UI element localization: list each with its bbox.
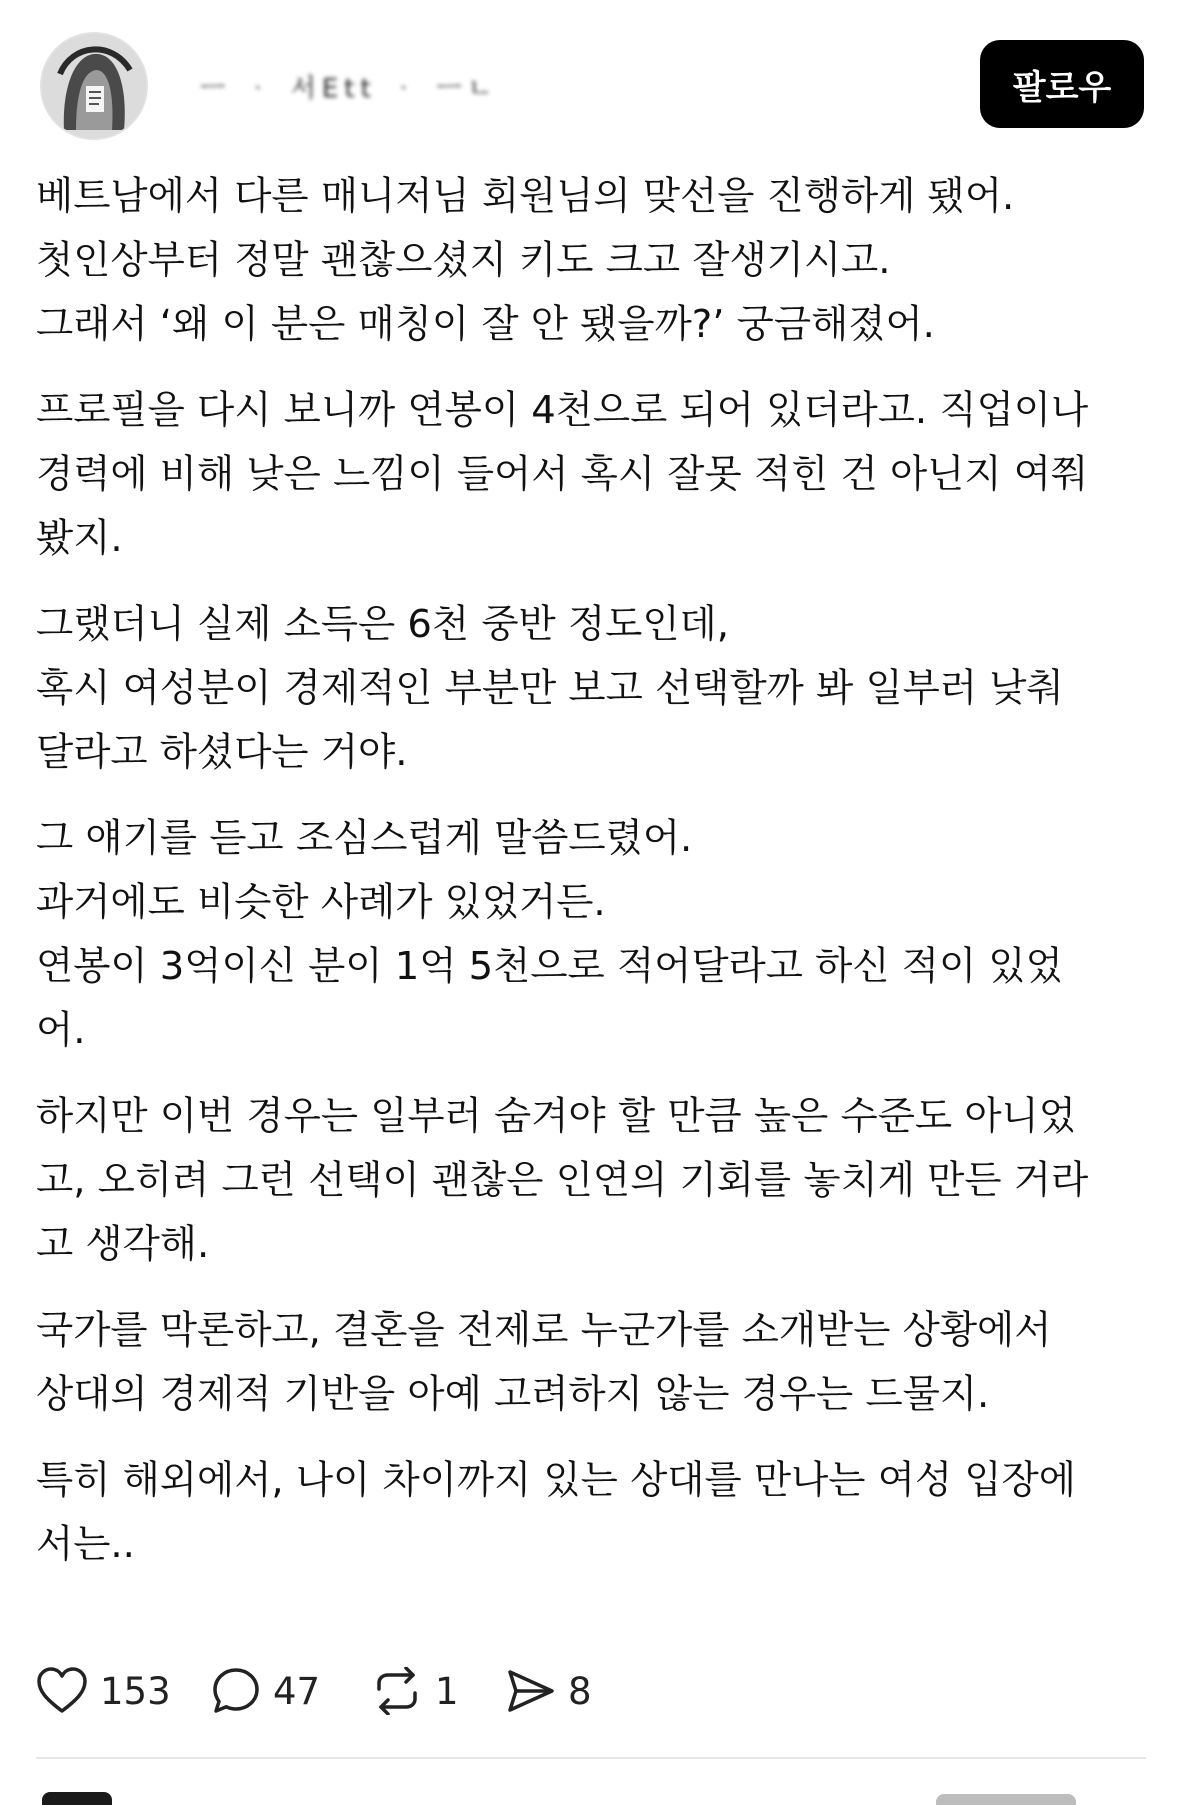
repost-button[interactable] <box>371 1655 459 1727</box>
action-bar <box>36 1655 1146 1727</box>
text-line: 과거에도 비슷한 사례가 있었거든. <box>36 880 606 925</box>
paragraph <box>36 807 1146 1063</box>
repost-icon <box>371 1667 423 1715</box>
comment-count: 47 <box>273 1669 321 1713</box>
like-button[interactable] <box>36 1655 171 1727</box>
text-line: 경력에 비해 낮은 느낌이 들어서 혹시 잘못 적힌 건 아닌지 여쭤 <box>36 452 1089 497</box>
text-line: 어. <box>36 1008 86 1053</box>
next-post-preview[interactable] <box>36 1784 1146 1805</box>
text-line: 그 얘기를 듣고 조심스럽게 말씀드렸어. <box>36 816 693 861</box>
follow-button[interactable]: 팔로우 <box>980 40 1144 128</box>
repost-count: 1 <box>435 1669 459 1713</box>
text-line: 그랬더니 실제 소득은 6천 중반 정도인데, <box>36 602 729 647</box>
next-post-meta-cutoff <box>936 1794 1076 1805</box>
divider <box>36 1757 1146 1759</box>
text-line: 상대의 경제적 기반을 아예 고려하지 않는 경우는 드물지. <box>36 1372 990 1417</box>
paragraph <box>36 1449 1146 1577</box>
post-header <box>0 0 1179 140</box>
username[interactable]: ㅡ ᆞ 서Ett ᆞ ㅡㄴ <box>200 74 499 104</box>
next-post-username-cutoff <box>42 1792 112 1805</box>
share-button[interactable] <box>506 1655 592 1727</box>
text-line: 프로필을 다시 보니까 연봉이 4천으로 되어 있더라고. 직업이나 <box>36 388 1089 433</box>
text-line: 첫인상부터 정말 괜찮으셨지 키도 크고 잘생기시고. <box>36 238 891 283</box>
text-line: 특히 해외에서, 나이 차이까지 있는 상대를 만나는 여성 입장에 <box>36 1458 1076 1503</box>
text-line: 그래서 ‘왜 이 분은 매칭이 잘 안 됐을까?’ 궁금해졌어. <box>36 302 935 347</box>
share-count: 8 <box>568 1669 592 1713</box>
avatar[interactable] <box>40 32 148 140</box>
text-line: 달라고 하셨다는 거야. <box>36 730 408 775</box>
text-line: 하지만 이번 경우는 일부러 숨겨야 할 만큼 높은 수준도 아니었 <box>36 1094 1076 1139</box>
text-line: 연봉이 3억이신 분이 1억 5천으로 적어달라고 하신 적이 있었 <box>36 944 1063 989</box>
text-line: 국가를 막론하고, 결혼을 전제로 누군가를 소개받는 상황에서 <box>36 1308 1052 1353</box>
post-text <box>36 165 1146 1599</box>
paragraph <box>36 1085 1146 1277</box>
text-line: 봤지. <box>36 516 123 561</box>
text-line: 고 생각해. <box>36 1222 210 1267</box>
paragraph <box>36 165 1146 357</box>
paragraph <box>36 1299 1146 1427</box>
paragraph <box>36 593 1146 785</box>
text-line: 혹시 여성분이 경제적인 부분만 보고 선택할까 봐 일부러 낮춰 <box>36 666 1064 711</box>
paragraph <box>36 379 1146 571</box>
comment-bubble-icon <box>211 1666 261 1716</box>
comment-button[interactable] <box>211 1655 320 1727</box>
avatar-image <box>42 34 146 138</box>
heart-icon <box>36 1667 88 1715</box>
text-line: 고, 오히려 그런 선택이 괜찮은 인연의 기회를 놓치게 만든 거라 <box>36 1158 1089 1203</box>
send-icon <box>506 1668 556 1714</box>
text-line: 베트남에서 다른 매니저님 회원님의 맞선을 진행하게 됐어. <box>36 174 1015 219</box>
like-count: 153 <box>100 1669 171 1713</box>
text-line: 서는.. <box>36 1522 135 1567</box>
